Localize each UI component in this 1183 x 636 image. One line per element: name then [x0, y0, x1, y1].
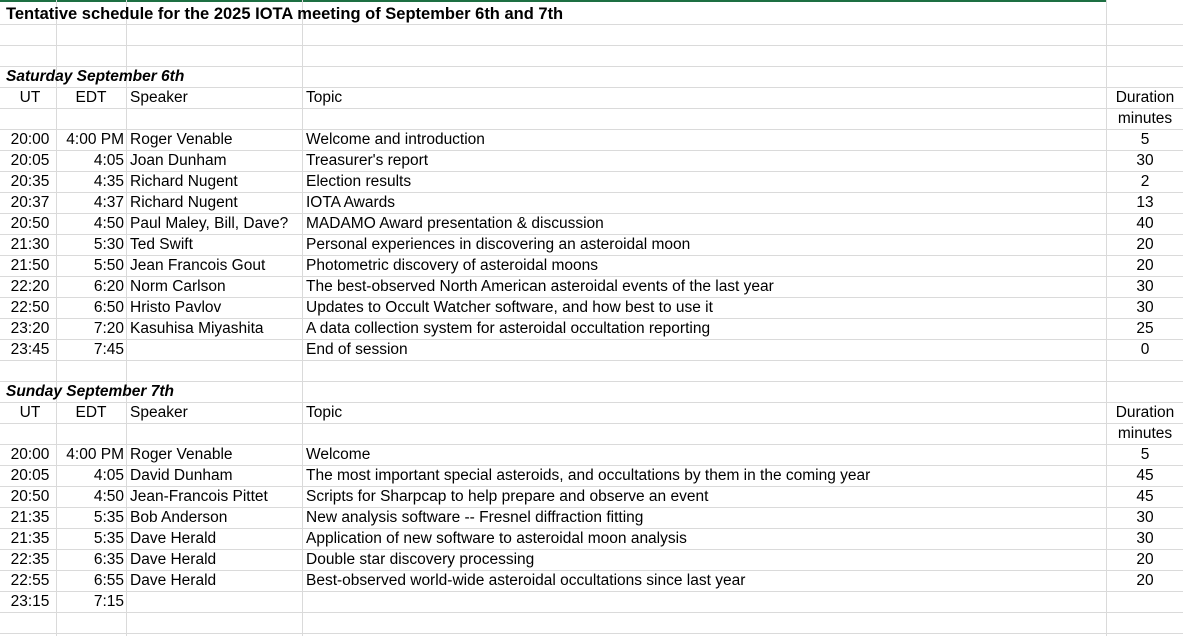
cell-speaker[interactable]: Kasuhisa Miyashita — [130, 320, 264, 337]
cell-edt[interactable]: 4:50 — [93, 488, 124, 505]
cell-edt[interactable]: 5:50 — [93, 257, 124, 274]
cell-topic[interactable]: Updates to Occult Watcher software, and how best to use it — [306, 299, 713, 316]
cell-speaker[interactable]: Paul Maley, Bill, Dave? — [130, 215, 289, 232]
header-duration[interactable]: Duration — [1115, 404, 1175, 421]
cell-speaker[interactable]: Ted Swift — [130, 236, 193, 253]
cell-ut[interactable]: 22:20 — [10, 278, 50, 295]
cell-speaker[interactable]: Jean-Francois Pittet — [130, 488, 268, 505]
cell-edt[interactable]: 7:45 — [93, 341, 124, 358]
cell-ut[interactable]: 22:55 — [10, 572, 50, 589]
title-row — [0, 4, 1183, 25]
cell-edt[interactable]: 6:20 — [93, 278, 124, 295]
cell-duration[interactable]: 20 — [1136, 236, 1154, 253]
schedule-row — [0, 277, 1183, 298]
cell-ut[interactable]: 20:05 — [10, 152, 50, 169]
saturday-label[interactable]: Saturday September 6th — [6, 68, 185, 85]
schedule-row — [0, 235, 1183, 256]
cell-duration[interactable]: 13 — [1136, 194, 1154, 211]
cell-ut[interactable]: 21:30 — [10, 236, 50, 253]
cell-ut[interactable]: 22:50 — [10, 299, 50, 316]
cell-duration[interactable]: 40 — [1136, 215, 1154, 232]
cell-edt[interactable]: 4:50 — [93, 215, 124, 232]
cell-edt[interactable]: 4:00 PM — [66, 131, 124, 148]
empty-row — [0, 46, 1183, 67]
cell-edt[interactable]: 6:35 — [93, 551, 124, 568]
cell-duration[interactable]: 30 — [1136, 152, 1154, 169]
header-duration-unit[interactable]: minutes — [1117, 425, 1173, 442]
selection-top-border — [0, 0, 1107, 2]
schedule-row — [0, 214, 1183, 235]
cell-topic[interactable]: Application of new software to asteroidal moon analysis — [306, 530, 687, 547]
cell-edt[interactable]: 5:30 — [93, 236, 124, 253]
header-edt[interactable]: EDT — [75, 404, 107, 421]
cell-duration[interactable]: 30 — [1136, 278, 1154, 295]
header-row — [0, 403, 1183, 424]
schedule-row — [0, 592, 1183, 613]
cell-topic[interactable]: Welcome — [306, 446, 371, 463]
cell-ut[interactable]: 22:35 — [10, 551, 50, 568]
cell-duration[interactable]: 20 — [1136, 572, 1154, 589]
sheet-title[interactable]: Tentative schedule for the 2025 IOTA meeting of September 6th and 7th — [6, 5, 564, 23]
cell-duration[interactable]: 30 — [1136, 530, 1154, 547]
schedule-row — [0, 340, 1183, 361]
cell-speaker[interactable]: Dave Herald — [130, 530, 217, 547]
cell-speaker[interactable]: Roger Venable — [130, 131, 233, 148]
cell-speaker[interactable]: Jean Francois Gout — [130, 257, 266, 274]
cell-edt[interactable]: 7:15 — [93, 593, 124, 610]
cell-topic[interactable]: Welcome and introduction — [306, 131, 485, 148]
schedule-row — [0, 487, 1183, 508]
cell-speaker[interactable]: Richard Nugent — [130, 173, 238, 190]
cell-duration[interactable]: 5 — [1140, 131, 1150, 148]
day-row — [0, 382, 1183, 403]
header-topic[interactable]: Topic — [306, 404, 343, 421]
cell-speaker[interactable]: Dave Herald — [130, 572, 217, 589]
cell-duration[interactable] — [1107, 592, 1183, 612]
cell-duration[interactable]: 0 — [1140, 341, 1150, 358]
cell-speaker[interactable]: Norm Carlson — [130, 278, 226, 295]
cell-topic[interactable]: Treasurer's report — [306, 152, 429, 169]
cell-duration[interactable]: 2 — [1140, 173, 1150, 190]
cell-speaker[interactable]: Richard Nugent — [130, 194, 238, 211]
cell-duration[interactable]: 30 — [1136, 299, 1154, 316]
cell-ut[interactable]: 20:05 — [10, 467, 50, 484]
header-row-unit — [0, 109, 1183, 130]
schedule-row — [0, 529, 1183, 550]
cell-speaker[interactable]: David Dunham — [130, 467, 233, 484]
cell-topic[interactable]: Double star discovery processing — [306, 551, 535, 568]
cell-topic[interactable]: A data collection system for asteroidal occultation reporting — [306, 320, 711, 337]
cell-ut[interactable]: 20:37 — [10, 194, 50, 211]
header-row-unit — [0, 424, 1183, 445]
cell-ut[interactable]: 21:35 — [10, 530, 50, 547]
cell-duration[interactable]: 20 — [1136, 257, 1154, 274]
cell-edt[interactable]: 5:35 — [93, 530, 124, 547]
cell-topic[interactable]: IOTA Awards — [306, 194, 396, 211]
cell-edt[interactable]: 4:00 PM — [66, 446, 124, 463]
cell-ut[interactable]: 23:15 — [10, 593, 50, 610]
cell-edt[interactable]: 6:55 — [93, 572, 124, 589]
cell-edt[interactable]: 7:20 — [93, 320, 124, 337]
cell-edt[interactable]: 6:50 — [93, 299, 124, 316]
cell-topic[interactable]: New analysis software -- Fresnel diffraction fitting — [306, 509, 644, 526]
empty-row — [0, 361, 1183, 382]
schedule-row — [0, 466, 1183, 487]
schedule-row — [0, 445, 1183, 466]
cell-ut[interactable]: 23:45 — [10, 341, 50, 358]
cell-duration[interactable]: 30 — [1136, 509, 1154, 526]
cell-ut[interactable]: 21:50 — [10, 257, 50, 274]
cell-ut[interactable]: 20:50 — [10, 215, 50, 232]
cell-speaker[interactable]: Dave Herald — [130, 551, 217, 568]
cell-ut[interactable]: 21:35 — [10, 509, 50, 526]
cell-duration[interactable]: 25 — [1136, 320, 1154, 337]
cell-ut[interactable]: 20:00 — [10, 131, 50, 148]
cell-edt[interactable]: 5:35 — [93, 509, 124, 526]
cell-duration[interactable]: 45 — [1136, 488, 1154, 505]
cell-ut[interactable]: 23:20 — [10, 320, 50, 337]
header-duration-unit[interactable]: minutes — [1117, 110, 1173, 127]
cell-topic[interactable]: End of session — [306, 341, 408, 358]
schedule-row — [0, 571, 1183, 592]
schedule-row — [0, 256, 1183, 277]
cell-edt[interactable]: 4:05 — [93, 152, 124, 169]
header-speaker[interactable]: Speaker — [130, 89, 188, 106]
schedule-row — [0, 151, 1183, 172]
cell-topic[interactable]: Best-observed world-wide asteroidal occultations since last year — [306, 572, 746, 589]
cell-ut[interactable]: 20:35 — [10, 173, 50, 190]
cell-topic[interactable]: Personal experiences in discovering an asteroidal moon — [306, 236, 691, 253]
schedule-row — [0, 508, 1183, 529]
cell-duration[interactable]: 45 — [1136, 467, 1154, 484]
header-edt[interactable]: EDT — [75, 89, 107, 106]
schedule-row — [0, 193, 1183, 214]
cell-topic[interactable]: Scripts for Sharpcap to help prepare and observe an event — [306, 488, 709, 505]
header-ut[interactable]: UT — [19, 89, 41, 106]
schedule-row — [0, 298, 1183, 319]
cell-duration[interactable]: 5 — [1140, 446, 1150, 463]
cell-speaker[interactable]: Bob Anderson — [130, 509, 228, 526]
header-row — [0, 88, 1183, 109]
schedule-row — [0, 172, 1183, 193]
cell-edt[interactable]: 4:37 — [93, 194, 124, 211]
cell-ut[interactable]: 20:00 — [10, 446, 50, 463]
empty-row — [0, 25, 1183, 46]
sunday-label[interactable]: Sunday September 7th — [6, 383, 174, 400]
schedule-row — [0, 130, 1183, 151]
day-row — [0, 67, 1183, 88]
cell-duration[interactable]: 20 — [1136, 551, 1154, 568]
cell-topic[interactable]: The most important special asteroids, and occultations by them in the coming year — [306, 467, 871, 484]
cell-topic[interactable]: Photometric discovery of asteroidal moons — [306, 257, 599, 274]
schedule-row — [0, 319, 1183, 340]
cell-topic[interactable]: MADAMO Award presentation & discussion — [306, 215, 604, 232]
header-speaker[interactable]: Speaker — [130, 404, 188, 421]
cell-ut[interactable]: 20:50 — [10, 488, 50, 505]
header-ut[interactable]: UT — [19, 404, 41, 421]
cell-speaker[interactable]: Joan Dunham — [130, 152, 227, 169]
cell-edt[interactable]: 4:35 — [93, 173, 124, 190]
schedule-row — [0, 550, 1183, 571]
cell-edt[interactable]: 4:05 — [93, 467, 124, 484]
empty-row — [0, 613, 1183, 634]
cell-topic[interactable]: Election results — [306, 173, 412, 190]
cell-speaker[interactable]: Hristo Pavlov — [130, 299, 222, 316]
header-duration[interactable]: Duration — [1115, 89, 1175, 106]
cell-topic[interactable]: The best-observed North American asteroidal events of the last year — [306, 278, 774, 295]
header-topic[interactable]: Topic — [306, 89, 343, 106]
cell-speaker[interactable]: Roger Venable — [130, 446, 233, 463]
